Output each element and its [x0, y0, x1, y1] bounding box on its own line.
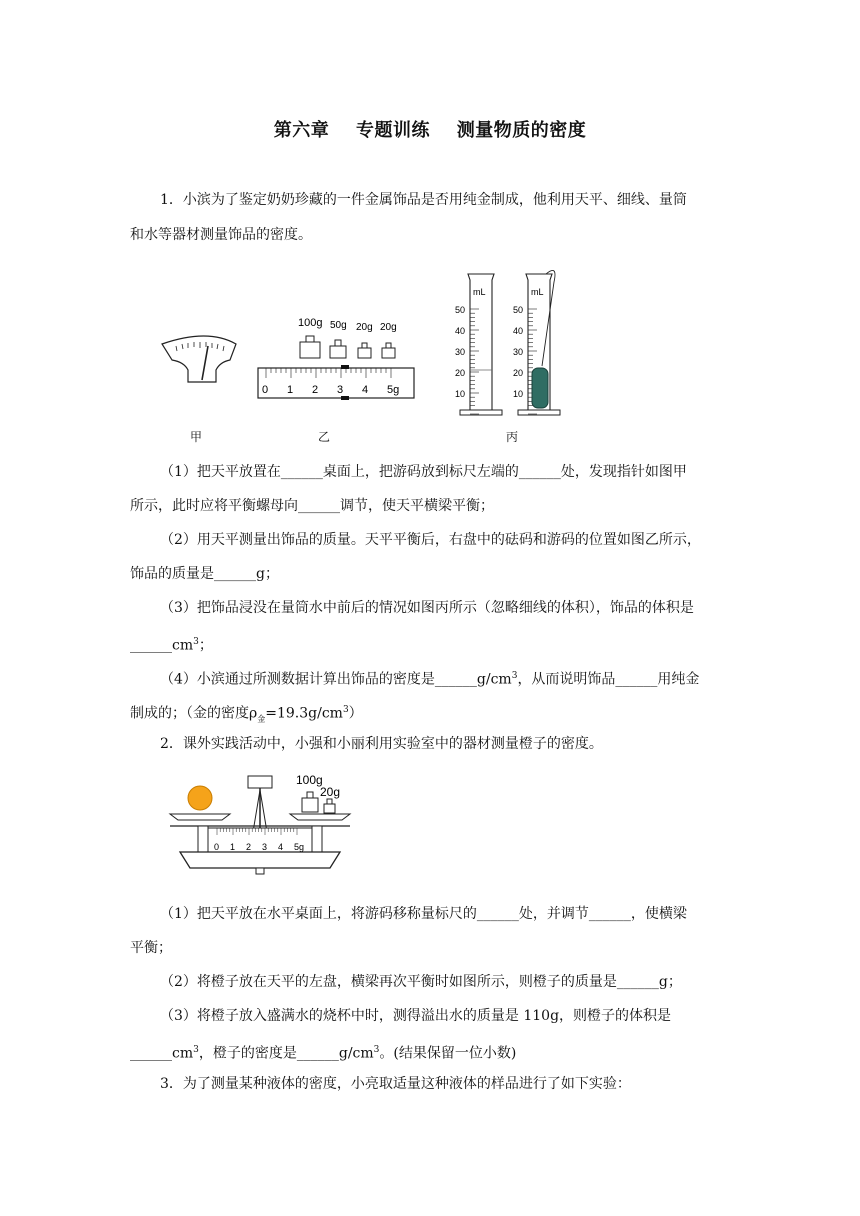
- cylinder-tick-label: 50: [513, 305, 524, 315]
- q2-sub2: （2）将橙子放在天平的左盘，横梁再次平衡时如图所示，则橙子的质量是______g；: [160, 974, 682, 990]
- ruler-tick-label: 1: [287, 384, 294, 396]
- weight-label: 100g: [296, 773, 323, 787]
- q1-sub1-line2: 所示，此时应将平衡螺母向______调节，使天平横梁平衡；: [130, 498, 494, 514]
- graduated-cylinder-after: [513, 270, 560, 415]
- q2-sub1-line2: 平衡；: [130, 940, 172, 956]
- weight-label: 20g: [356, 322, 373, 333]
- cylinder-tick-label: 40: [455, 326, 466, 336]
- q1-sub3-line1: （3）把饰品浸没在量筒水中前后的情况如图丙所示（忽略细线的体积），饰品的体积是: [160, 600, 694, 616]
- pointer-dial-figure: [162, 336, 236, 382]
- cylinder-tick-label: 20: [513, 368, 524, 378]
- ruler-tick-label: 3: [262, 842, 268, 852]
- ruler-tick-label: 2: [312, 384, 319, 396]
- ruler-tick-label: 4: [278, 842, 284, 852]
- ruler-tick-label: 0: [214, 842, 220, 852]
- q1-intro-line2: 和水等器材测量饰品的密度。: [130, 227, 312, 243]
- title-chapter: 第六章: [273, 120, 330, 141]
- ruler-tick-label: 4: [362, 384, 369, 396]
- ruler-tick-label: 2: [246, 842, 252, 852]
- q3-intro: 3．为了测量某种液体的密度，小亮取适量这种液体的样品进行了如下实验：: [160, 1076, 631, 1092]
- cylinder-tick-label: 50: [455, 305, 466, 315]
- title-topic: 测量物质的密度: [456, 120, 587, 141]
- ruler-tick-label: 0: [262, 384, 269, 396]
- weight-label: 20g: [320, 785, 341, 799]
- orange-icon: [188, 786, 212, 810]
- weight-label: 20g: [380, 322, 397, 333]
- cylinder-tick-label: 20: [455, 368, 466, 378]
- cylinder-tick-label: 10: [455, 389, 466, 399]
- ruler-tick-label: 5g: [387, 384, 400, 396]
- ruler-tick-label: 3: [337, 384, 344, 396]
- q1-sub3-line2: $\_\_\_\_\_\_cm^3$；: [130, 637, 213, 654]
- cylinder-tick-label: 30: [455, 347, 466, 357]
- figure-caption-yi: 乙: [318, 430, 331, 444]
- figure-caption-bing: 丙: [506, 430, 519, 444]
- title-section: 专题训练: [356, 120, 430, 141]
- figure-caption-jia: 甲: [190, 430, 203, 444]
- cylinder-unit: mL: [473, 287, 486, 297]
- weights-ruler-figure: [258, 317, 414, 400]
- weight-label: 100g: [298, 317, 323, 329]
- q1-sub4-line2: 制成的；（金的密度$\rho_金=19.3g/cm^3$）: [130, 705, 363, 724]
- q1-figure: [150, 262, 570, 432]
- q1-sub4-line1: （4）小滨通过所测数据计算出饰品的密度是$\_\_\_\_\_\_g/cm^3$，从而说明饰品______用纯金: [160, 671, 700, 688]
- ruler-tick-label: 1: [230, 842, 236, 852]
- graduated-cylinder-before: [455, 274, 502, 415]
- cylinder-tick-label: 40: [513, 326, 524, 336]
- q2-balance-figure: [160, 768, 360, 878]
- weight-label: 50g: [330, 320, 347, 331]
- q2-intro: 2．课外实践活动中，小强和小丽利用实验室中的器材测量橙子的密度。: [160, 736, 603, 752]
- q2-sub3-line2: $\_\_\_\_\_\_cm^3$，橙子的密度是$\_\_\_\_\_\_g/cm^3$。(结果保留一位小数): [130, 1045, 517, 1062]
- q1-sub1-line1: （1）把天平放置在______桌面上，把游码放到标尺左端的______处，发现指针如图甲: [160, 464, 687, 480]
- ruler-tick-label: 5g: [294, 842, 305, 852]
- ornament-sample: [532, 368, 548, 408]
- cylinder-tick-label: 10: [513, 389, 524, 399]
- page-title: [0, 116, 860, 142]
- q2-sub3-line1: （3）将橙子放入盛满水的烧杯中时，测得溢出水的质量是 110g，则橙子的体积是: [160, 1008, 672, 1024]
- cylinder-tick-label: 30: [513, 347, 524, 357]
- q1-intro-line1: 1．小滨为了鉴定奶奶珍藏的一件金属饰品是否用纯金制成，他利用天平、细线、量筒: [160, 192, 687, 208]
- q1-sub2-line1: （2）用天平测量出饰品的质量。天平平衡后，右盘中的砝码和游码的位置如图乙所示，: [160, 532, 701, 548]
- q1-sub2-line2: 饰品的质量是______g；: [130, 566, 279, 582]
- q2-sub1-line1: （1）把天平放在水平桌面上，将游码移称量标尺的______处，并调节______，使横梁: [160, 906, 687, 922]
- cylinder-unit: mL: [531, 287, 544, 297]
